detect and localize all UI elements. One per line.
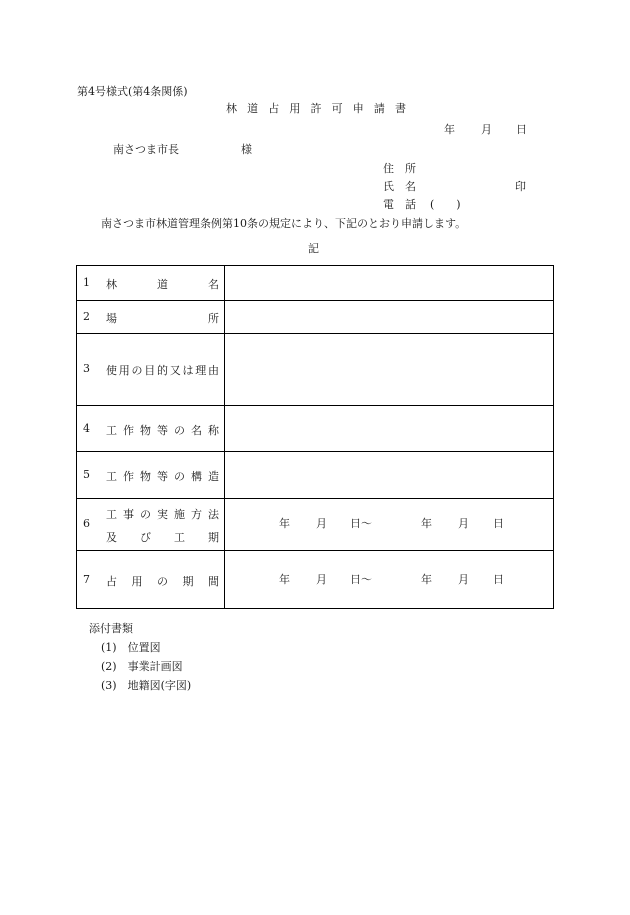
- addressee: 南さつま市長: [113, 143, 179, 156]
- table-row: 6 工 事 の 実 施 方 法 及 び 工 期 年 月 日～ 年 月 日: [77, 498, 553, 550]
- row-label: 林 道 名: [106, 278, 219, 291]
- table-row: [77, 266, 553, 300]
- name-label: 氏 名: [383, 180, 416, 193]
- phone-label: 電 話: [383, 198, 416, 211]
- attachments-title: 添付書類: [89, 622, 133, 635]
- row-label: 使 用 の 目 的 又 は 理 由: [106, 364, 219, 377]
- row-number: 4: [83, 422, 90, 435]
- attachment-item: (1) 位置図: [101, 641, 161, 654]
- attachment-item: (3) 地籍図(字図): [101, 679, 192, 692]
- ki-heading: 記: [308, 242, 319, 255]
- address-label: 住 所: [383, 162, 416, 175]
- form-number: 第4号様式(第4条関係): [77, 85, 188, 98]
- table-row: [77, 405, 553, 451]
- row-number: 6: [83, 517, 90, 530]
- row-number: 2: [83, 310, 90, 323]
- seal-mark: 印: [515, 180, 526, 193]
- row-number: 3: [83, 362, 90, 375]
- application-table: [76, 265, 554, 609]
- document-title: 林 道 占 用 許 可 申 請 書: [226, 102, 406, 115]
- row-number: 5: [83, 468, 90, 481]
- table-row: 7 占 用 の 期 間 年 月 日～ 年 月 日: [77, 550, 553, 608]
- row-number: 1: [83, 276, 90, 289]
- table-row: [77, 300, 553, 333]
- row-label-line2: 及 び 工 期: [106, 531, 219, 544]
- table-row: [77, 333, 553, 405]
- row-label: 場 所: [106, 312, 219, 325]
- row-label: 工 作 物 等 の 名 称: [106, 424, 219, 437]
- honorific: 様: [241, 143, 252, 156]
- row-label-line1: 工 事 の 実 施 方 法: [106, 508, 219, 521]
- row-label: 工 作 物 等 の 構 造: [106, 470, 219, 483]
- table-row: [77, 451, 553, 498]
- row-label: 占 用 の 期 間: [106, 575, 219, 588]
- intro-text: 南さつま市林道管理条例第10条の規定により、下記のとおり申請します。: [101, 217, 467, 230]
- phone-parentheses: ( ): [430, 198, 461, 211]
- attachment-item: (2) 事業計画図: [101, 660, 183, 673]
- row-number: 7: [83, 573, 90, 586]
